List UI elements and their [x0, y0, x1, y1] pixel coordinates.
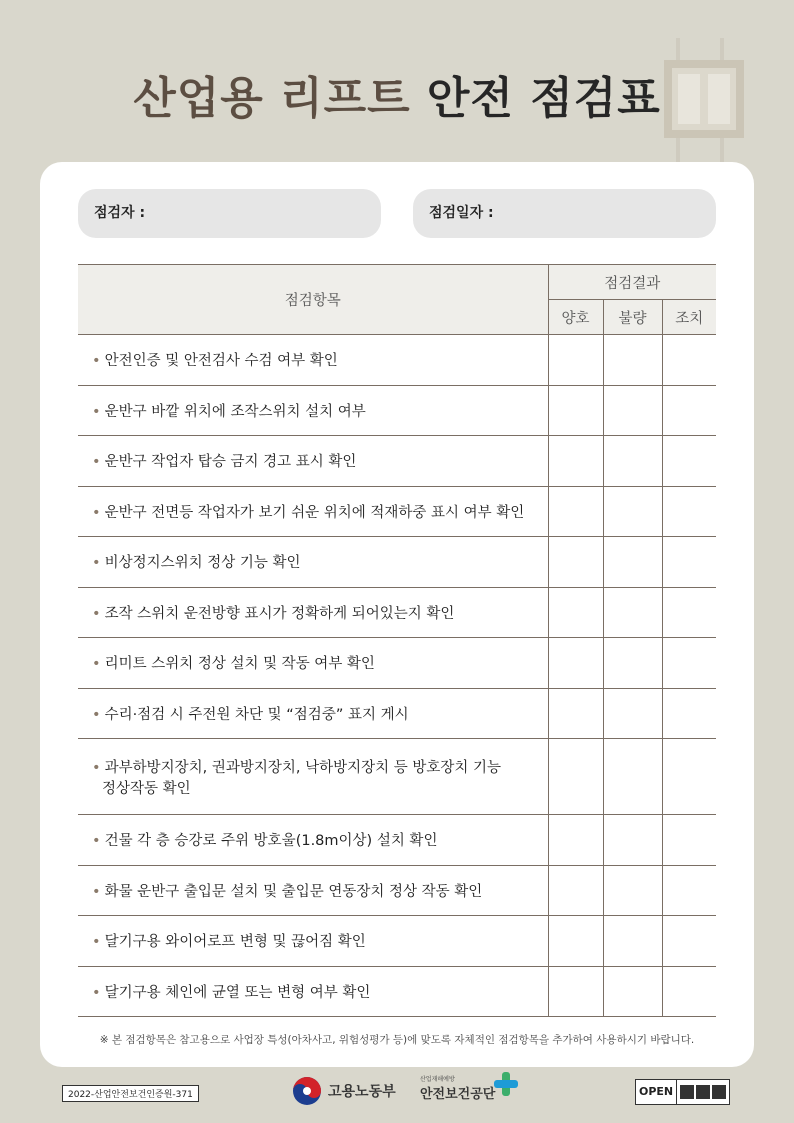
result-cell-good[interactable]	[548, 436, 603, 487]
result-cell-action[interactable]	[662, 739, 716, 815]
check-item	[78, 815, 548, 866]
inspection-date-label: 점검일자 :	[429, 205, 494, 221]
check-item	[78, 916, 548, 967]
check-item-text: 과부하방지장치, 권과방지장치, 낙하방지장치 등 방호장치 기능	[104, 759, 502, 776]
result-cell-good[interactable]	[548, 865, 603, 916]
table-row	[78, 486, 716, 537]
result-cell-bad[interactable]	[603, 587, 662, 638]
check-item-text: 화물 운반구 출입문 설치 및 출입문 연동장치 정상 작동 확인	[104, 883, 483, 900]
result-cell-action[interactable]	[662, 865, 716, 916]
lift-door-icon	[664, 38, 744, 162]
table-row	[78, 335, 716, 386]
header-good: 양호	[548, 300, 603, 335]
result-cell-action[interactable]	[662, 916, 716, 967]
check-item	[78, 739, 548, 815]
check-item-text: 안전인증 및 안전검사 수검 여부 확인	[104, 353, 338, 370]
checklist-card	[40, 162, 754, 1067]
agency-logo	[420, 1074, 495, 1102]
check-item-text: 달기구용 체인에 균열 또는 변형 여부 확인	[104, 984, 371, 1001]
result-cell-good[interactable]	[548, 966, 603, 1017]
result-cell-good[interactable]	[548, 335, 603, 386]
header-result: 점검결과	[548, 265, 716, 300]
check-item	[78, 587, 548, 638]
check-item-text: 운반구 바깥 위치에 조작스위치 설치 여부	[104, 403, 366, 420]
title-part2: 안전 점검표	[410, 73, 661, 124]
result-cell-action[interactable]	[662, 335, 716, 386]
result-cell-action[interactable]	[662, 688, 716, 739]
inspector-label: 점검자 :	[94, 205, 146, 221]
table-row	[78, 916, 716, 967]
check-item	[78, 638, 548, 689]
nochange-icon	[712, 1085, 726, 1099]
check-item-text: 건물 각 층 승강로 주위 방호울(1.8m이상) 설치 확인	[104, 833, 438, 850]
check-item-text: 비상정지스위치 정상 기능 확인	[104, 555, 301, 572]
table-row	[78, 436, 716, 487]
checklist-table	[78, 264, 716, 1017]
check-item	[78, 436, 548, 487]
result-cell-good[interactable]	[548, 815, 603, 866]
result-cell-good[interactable]	[548, 385, 603, 436]
result-cell-action[interactable]	[662, 587, 716, 638]
bullet-icon: •	[92, 706, 101, 723]
result-cell-good[interactable]	[548, 587, 603, 638]
bullet-icon: •	[92, 833, 101, 850]
bullet-icon: •	[92, 984, 101, 1001]
header-bad: 불량	[603, 300, 662, 335]
result-cell-action[interactable]	[662, 966, 716, 1017]
agency-subtitle: 산업재해예방	[420, 1076, 455, 1083]
result-cell-bad[interactable]	[603, 486, 662, 537]
bullet-icon: •	[92, 605, 101, 622]
bullet-icon: •	[92, 403, 101, 420]
table-row	[78, 385, 716, 436]
license-icons	[677, 1085, 726, 1099]
result-cell-action[interactable]	[662, 385, 716, 436]
bullet-icon: •	[92, 353, 101, 370]
open-label: OPEN	[636, 1080, 677, 1104]
check-item-text: 운반구 작업자 탑승 금지 경고 표시 확인	[104, 454, 357, 471]
result-cell-action[interactable]	[662, 638, 716, 689]
inspection-date-field[interactable]	[413, 189, 716, 238]
ministry-name: 고용노동부	[328, 1084, 396, 1100]
result-cell-bad[interactable]	[603, 385, 662, 436]
result-cell-bad[interactable]	[603, 916, 662, 967]
publication-code: 2022-산업안전보건인증원-371	[62, 1085, 199, 1102]
result-cell-bad[interactable]	[603, 815, 662, 866]
table-row	[78, 966, 716, 1017]
table-row	[78, 638, 716, 689]
check-item	[78, 688, 548, 739]
table-row	[78, 537, 716, 588]
attribution-icon	[680, 1085, 694, 1099]
check-item	[78, 385, 548, 436]
bullet-icon: •	[92, 454, 101, 471]
result-cell-good[interactable]	[548, 916, 603, 967]
check-item-text-line2: 정상작동 확인	[102, 780, 191, 797]
bullet-icon: •	[92, 504, 101, 521]
table-row	[78, 739, 716, 815]
bullet-icon: •	[92, 656, 101, 673]
inspector-field[interactable]	[78, 189, 381, 238]
footnote: ※ 본 점검항목은 참고용으로 사업장 특성(아차사고, 위험성평가 등)에 맞도록 자체적인 점검항목을 추가하여 사용하시기 바랍니다.	[99, 1034, 695, 1046]
check-item-text: 운반구 전면등 작업자가 보기 쉬운 위치에 적재하중 표시 여부 확인	[104, 504, 525, 521]
result-cell-bad[interactable]	[603, 865, 662, 916]
result-cell-action[interactable]	[662, 486, 716, 537]
cross-icon	[494, 1072, 518, 1096]
noncommercial-icon	[696, 1085, 710, 1099]
result-cell-bad[interactable]	[603, 688, 662, 739]
title-part1: 산업용 리프트	[133, 73, 411, 124]
result-cell-bad[interactable]	[603, 739, 662, 815]
check-item	[78, 486, 548, 537]
table-row	[78, 865, 716, 916]
result-cell-good[interactable]	[548, 638, 603, 689]
table-row	[78, 587, 716, 638]
bullet-icon: •	[92, 555, 101, 572]
result-cell-action[interactable]	[662, 537, 716, 588]
check-item-text: 달기구용 와이어로프 변형 및 끊어짐 확인	[104, 934, 366, 951]
bullet-icon: •	[92, 883, 101, 900]
check-item	[78, 966, 548, 1017]
taegeuk-icon	[292, 1076, 322, 1106]
table-row	[78, 815, 716, 866]
agency-name: 안전보건공단	[420, 1087, 496, 1102]
result-cell-good[interactable]	[548, 688, 603, 739]
check-item	[78, 865, 548, 916]
result-cell-action[interactable]	[662, 436, 716, 487]
open-license-badge	[635, 1079, 730, 1105]
check-item	[78, 335, 548, 386]
result-cell-good[interactable]	[548, 537, 603, 588]
result-cell-action[interactable]	[662, 815, 716, 866]
result-cell-good[interactable]	[548, 739, 603, 815]
header-action: 조치	[662, 300, 716, 335]
ministry-logo	[292, 1076, 396, 1106]
check-item	[78, 537, 548, 588]
check-item-text: 리미트 스위치 정상 설치 및 작동 여부 확인	[104, 656, 375, 673]
table-row	[78, 688, 716, 739]
header-item: 점검항목	[78, 265, 548, 335]
result-cell-bad[interactable]	[603, 537, 662, 588]
result-cell-bad[interactable]	[603, 335, 662, 386]
bullet-icon: •	[92, 759, 101, 776]
bullet-icon: •	[92, 934, 101, 951]
result-cell-bad[interactable]	[603, 638, 662, 689]
result-cell-good[interactable]	[548, 486, 603, 537]
check-item-text: 수리·점검 시 주전원 차단 및 “점검중” 표지 게시	[104, 706, 409, 723]
result-cell-bad[interactable]	[603, 966, 662, 1017]
check-item-text: 조작 스위치 운전방향 표시가 정확하게 되어있는지 확인	[104, 605, 455, 622]
result-cell-bad[interactable]	[603, 436, 662, 487]
